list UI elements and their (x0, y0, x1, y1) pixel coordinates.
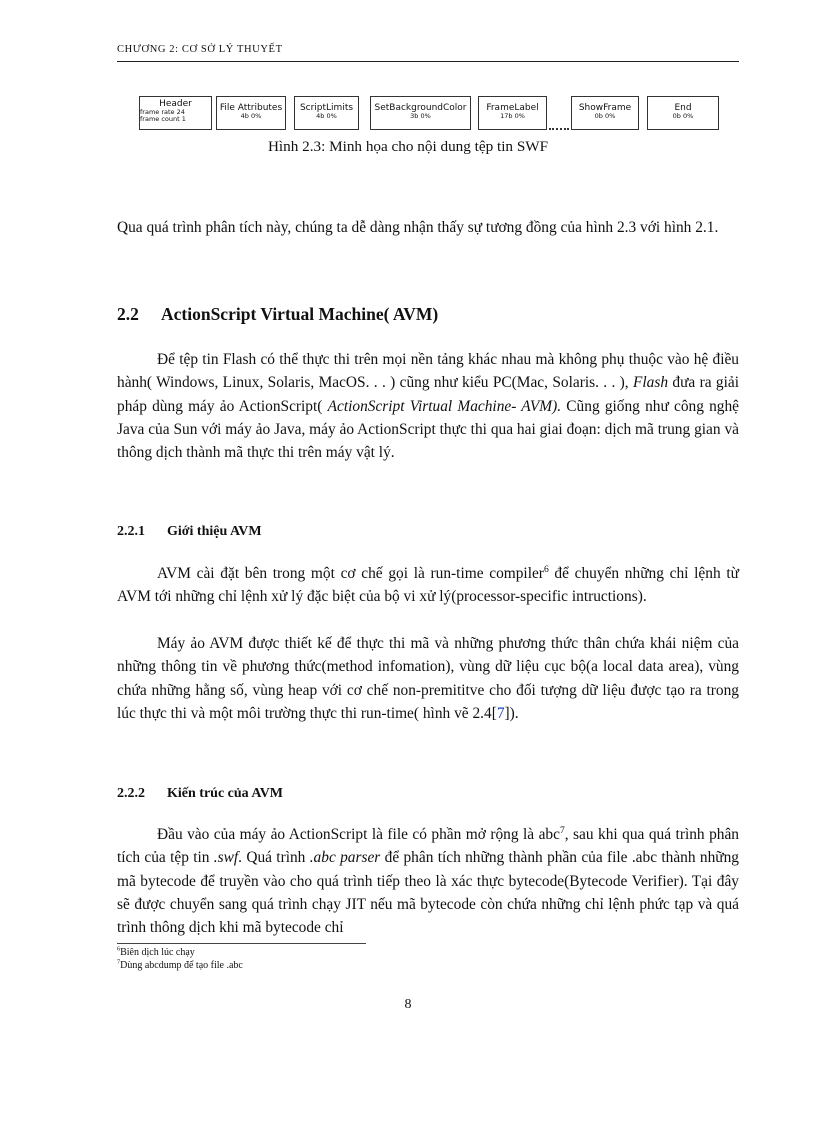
text-run: Cũng giống như công nghệ Java của Sun với máy ảo Java, máy ảo ActionScript thực thi qua hai giai đoạn: dịch mã trung gian và thông dịch thành mã thực thi trên máy vật lý. (117, 397, 740, 462)
footnote-rule (117, 943, 366, 944)
footnote-marker[interactable]: 7 (559, 824, 565, 836)
header-rule (117, 61, 739, 62)
swf-box-meta: 3b 0% (410, 112, 431, 120)
subsection-title: Giới thiệu AVM (167, 524, 262, 539)
swf-box-script-limits (294, 96, 359, 130)
swf-box-name: SetBackgroundColor (374, 103, 467, 113)
swf-box-meta: 17b 0% (500, 112, 525, 120)
section-heading (117, 304, 438, 325)
text-run: Để tệp tin Flash có thể thực thi trên mọi nền tảng khác nhau mà không phụ thuộc vào hệ điều hành( Windows, Linux, Solaris, MacOS. . . ) cũng như kiểu PC(Mac, Solaris. . . ), (117, 351, 739, 392)
swf-box-name: End (674, 103, 692, 113)
subsection-number: 2.2.1 (117, 524, 145, 539)
swf-box-name: Header (159, 99, 192, 109)
swf-box-meta: 4b 0% (316, 112, 337, 120)
text-run: để phân tích những thành phần của file .abc thành những mã bytecode để truyền vào cho quá trình tiếp theo là xác thực bytecode(Bytecode Verifier). Tại đây sẽ được chuyển sang quá trình chạy JIT nếu mã bytecode còn chứa những chỉ lệnh phức tạp và quá trình thông dịch khi mã bytecode chỉ (117, 849, 739, 937)
swf-box-end (647, 96, 719, 130)
text-run: để chuyển những chỉ lệnh từ AVM tới những chỉ lệnh xử lý đặc biệt của bộ vi xử lý(processor-specific intructions). (117, 565, 739, 606)
swf-box-set-background-color (370, 96, 471, 130)
section-number: 2.2 (117, 304, 139, 324)
subsection1-paragraph1 (117, 562, 739, 609)
text-run: Đầu vào của máy ảo ActionScript là file có phần mở rộng là abc (157, 826, 560, 843)
subsection-heading (117, 524, 262, 540)
swf-box-frame-label (478, 96, 547, 130)
emphasis-text: Flash (632, 374, 669, 392)
footnote-text: Biên dịch lúc chạy (120, 947, 195, 958)
swf-box-file-attributes (216, 96, 286, 130)
footnote-mark: 6 (117, 945, 121, 953)
swf-structure-figure (139, 96, 719, 132)
text-run: đưa ra giải pháp dùng máy ảo ActionScript( (117, 374, 739, 415)
swf-box-meta: 4b 0% (240, 112, 262, 120)
swf-box-meta: 0b 0% (594, 112, 616, 120)
text-run: AVM cài đặt bên trong một cơ chế gọi là run-time compiler (157, 565, 544, 582)
text-run: , sau khi qua quá trình phân tích của tệp tin (117, 826, 739, 867)
swf-box-name: File Attributes (219, 103, 283, 113)
footnote (117, 947, 195, 959)
emphasis-text: .abc parser (309, 849, 381, 867)
emphasis-text: .swf (213, 849, 239, 867)
subsection-heading (117, 786, 283, 802)
footnote-mark: 7 (117, 958, 121, 966)
text-run: . Quá trình (238, 849, 310, 867)
emphasis-text: ActionScript Virtual Machine- AVM). (327, 397, 562, 415)
footnote-text: Dùng abcdump để tạo file .abc (120, 960, 243, 971)
text-run: ]). (504, 704, 519, 722)
subsection1-paragraph2 (117, 632, 739, 725)
text-run: Máy ảo AVM được thiết kế để thực thi mã và những phương thức thân chứa khái niệm của những thông tin về phương thức(method infomation), vùng dữ liệu cục bộ(a local data area), vùng chứa những hằng số, vùng heap với cơ chế non-premititve cho đối tượng dữ liệu được tạo ra trong lúc thực thi và một môi trường thực thi run-time( hình vẽ 2.4[ (117, 635, 739, 722)
section-paragraph (117, 348, 739, 464)
swf-box-name: ScriptLimits (299, 103, 354, 113)
swf-box-name: ShowFrame (578, 103, 632, 113)
page-number: 8 (404, 997, 412, 1012)
subsection2-paragraph (117, 823, 739, 939)
swf-box-name: FrameLabel (486, 103, 539, 113)
swf-box-meta: frame count 1 (140, 115, 186, 123)
footnote (117, 960, 243, 972)
section-title: ActionScript Virtual Machine( AVM) (161, 304, 439, 324)
citation-link[interactable]: 7 (496, 704, 505, 722)
subsection-number: 2.2.2 (117, 786, 145, 801)
swf-box-show-frame (571, 96, 639, 130)
subsection-title: Kiến trúc của AVM (167, 786, 284, 801)
running-header: CHƯƠNG 2: CƠ SỞ LÝ THUYẾT (117, 44, 283, 55)
footnote-marker[interactable]: 6 (543, 563, 549, 575)
intro-paragraph: Qua quá trình phân tích này, chúng ta dễ dàng nhận thấy sự tương đồng của hình 2.3 với hình 2.1. (117, 219, 719, 236)
swf-box-meta: frame rate 24 (140, 108, 185, 116)
swf-box-header (139, 96, 212, 130)
figure-caption: Hình 2.3: Minh họa cho nội dung tệp tin SWF (267, 138, 549, 155)
swf-box-meta: 0b 0% (672, 112, 694, 120)
dotted-connector (549, 128, 569, 130)
